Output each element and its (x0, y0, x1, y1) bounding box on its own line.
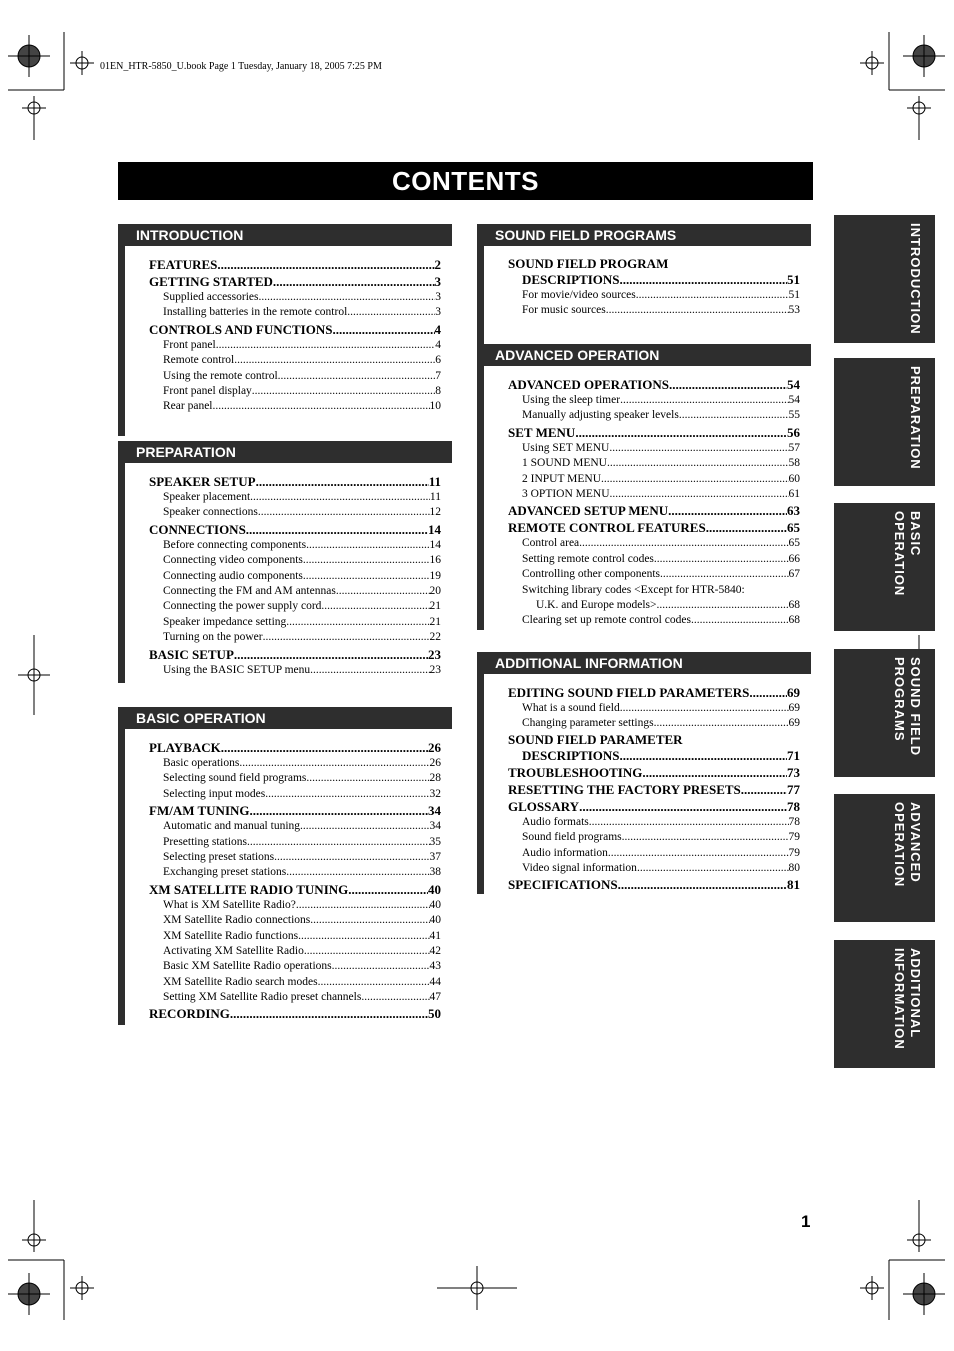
toc-subentry[interactable]: Basic XM Satellite Radio operations ..... 43 (149, 959, 441, 974)
toc-subentry[interactable]: Speaker impedance setting ..... 21 (149, 615, 441, 630)
toc-entry[interactable]: XM SATELLITE RADIO TUNING ..... 40 (149, 882, 441, 898)
section-basic-operation (118, 707, 452, 1025)
toc-entry[interactable]: SOUND FIELD PROGRAM (508, 256, 669, 271)
toc-subentry[interactable]: Using the sleep timer ..... 54 (508, 393, 800, 408)
toc-subentry[interactable]: Setting remote control codes ..... 66 (508, 552, 800, 567)
toc-subentry[interactable]: Supplied accessories ..... 3 (149, 290, 441, 305)
page-title: CONTENTS (118, 162, 813, 200)
toc-subentry[interactable]: For movie/video sources ..... 51 (508, 288, 800, 303)
toc-entry[interactable]: RECORDING ..... 50 (149, 1006, 441, 1022)
toc-entry[interactable]: SPEAKER SETUP ..... 11 (149, 474, 441, 490)
toc-subentry[interactable]: Audio information ..... 79 (508, 846, 800, 861)
section-advanced-operation (477, 344, 811, 630)
side-tab-preparation[interactable]: PREPARATION (834, 358, 935, 486)
toc-subentry[interactable]: Speaker placement ..... 11 (149, 490, 441, 505)
toc-entry[interactable]: SOUND FIELD PARAMETER (508, 731, 683, 747)
section-additional-information (477, 652, 811, 894)
toc-entry[interactable]: SPECIFICATIONS ..... 81 (508, 877, 800, 893)
toc-subentry[interactable]: Rear panel ..... 10 (149, 399, 441, 414)
toc-entry[interactable]: DESCRIPTIONS ..... 51 (508, 272, 800, 288)
toc-entry[interactable]: CONNECTIONS ..... 14 (149, 522, 441, 538)
section-heading: SOUND FIELD PROGRAMS (477, 224, 811, 246)
toc-subentry[interactable]: Sound field programs ..... 79 (508, 830, 800, 845)
toc-subentry[interactable]: What is XM Satellite Radio? ..... 40 (149, 898, 441, 913)
toc-entry[interactable]: EDITING SOUND FIELD PARAMETERS ..... 69 (508, 685, 800, 701)
toc-subentry[interactable]: Turning on the power ..... 22 (149, 630, 441, 645)
side-tab-sound-field-programs[interactable]: SOUND FIELD PROGRAMS (834, 649, 935, 777)
section-sound-field-programs (477, 224, 811, 344)
toc-subentry[interactable]: Audio formats ..... 78 (508, 815, 800, 830)
toc-subentry[interactable]: Installing batteries in the remote control ..... 3 (149, 305, 441, 320)
toc-subentry[interactable]: Using SET MENU ..... 57 (508, 441, 800, 456)
toc-subentry[interactable]: 3 OPTION MENU ..... 61 (508, 487, 800, 502)
toc-subentry[interactable]: Controlling other components ..... 67 (508, 567, 800, 582)
toc-entry[interactable]: FEATURES ..... 2 (149, 257, 441, 273)
toc-subentry[interactable]: Control area ..... 65 (508, 536, 800, 551)
toc-subentry[interactable]: Front panel ..... 4 (149, 338, 441, 353)
toc-subentry[interactable]: Front panel display ..... 8 (149, 384, 441, 399)
section-heading: INTRODUCTION (118, 224, 452, 246)
toc-subentry[interactable]: Using the BASIC SETUP menu ..... 23 (149, 663, 441, 678)
toc-subentry[interactable]: Exchanging preset stations ..... 38 (149, 865, 441, 880)
toc-subentry[interactable]: Selecting preset stations ..... 37 (149, 850, 441, 865)
toc-entry[interactable]: TROUBLESHOOTING ..... 73 (508, 765, 800, 781)
toc-subentry[interactable]: For music sources ..... 53 (508, 303, 800, 318)
toc-subentry[interactable]: Remote control ..... 6 (149, 353, 441, 368)
section-heading: ADDITIONAL INFORMATION (477, 652, 811, 674)
toc-subentry[interactable]: Speaker connections ..... 12 (149, 505, 441, 520)
toc-subentry[interactable]: U.K. and Europe models> ..... 68 (508, 598, 800, 613)
toc-subentry[interactable]: Connecting video components ..... 16 (149, 553, 441, 568)
side-tab-advanced-operation[interactable]: ADVANCED OPERATION (834, 794, 935, 922)
toc-entry[interactable]: ADVANCED SETUP MENU ..... 63 (508, 503, 800, 519)
toc-subentry[interactable]: Automatic and manual tuning ..... 34 (149, 819, 441, 834)
toc-subentry[interactable]: Setting XM Satellite Radio preset channels ..... 47 (149, 990, 441, 1005)
section-heading: BASIC OPERATION (118, 707, 452, 729)
toc-entry[interactable]: BASIC SETUP ..... 23 (149, 647, 441, 663)
toc-subentry[interactable]: Activating XM Satellite Radio ..... 42 (149, 944, 441, 959)
toc-subentry[interactable]: Connecting the FM and AM antennas ..... 20 (149, 584, 441, 599)
side-tab-additional-information[interactable]: ADDITIONAL INFORMATION (834, 940, 935, 1068)
section-preparation (118, 441, 452, 683)
toc-subentry[interactable]: Basic operations ..... 26 (149, 756, 441, 771)
toc-entry[interactable]: RESETTING THE FACTORY PRESETS ..... 77 (508, 782, 800, 798)
toc-subentry[interactable]: Changing parameter settings ..... 69 (508, 716, 800, 731)
section-introduction (118, 224, 452, 436)
toc-subentry[interactable]: XM Satellite Radio search modes ..... 44 (149, 975, 441, 990)
toc-subentry[interactable]: XM Satellite Radio connections ..... 40 (149, 913, 441, 928)
page-number: 1 (801, 1212, 811, 1231)
toc-entry[interactable]: GETTING STARTED ..... 3 (149, 274, 441, 290)
print-header-line: 01EN_HTR-5850_U.book Page 1 Tuesday, January 18, 2005 7:25 PM (100, 61, 382, 72)
toc-subentry[interactable]: Selecting input modes ..... 32 (149, 787, 441, 802)
toc-subentry[interactable]: Connecting audio components ..... 19 (149, 569, 441, 584)
toc-subentry[interactable]: Connecting the power supply cord ..... 21 (149, 599, 441, 614)
toc-entry[interactable]: SET MENU ..... 56 (508, 425, 800, 441)
toc-subentry[interactable]: Switching library codes <Except for HTR-5840: (522, 583, 745, 596)
toc-subentry[interactable]: XM Satellite Radio functions ..... 41 (149, 929, 441, 944)
toc-subentry[interactable]: Presetting stations ..... 35 (149, 835, 441, 850)
toc-entry[interactable]: PLAYBACK ..... 26 (149, 740, 441, 756)
toc-subentry[interactable]: Selecting sound field programs ..... 28 (149, 771, 441, 786)
toc-subentry[interactable]: Before connecting components ..... 14 (149, 538, 441, 553)
toc-subentry[interactable]: Video signal information ..... 80 (508, 861, 800, 876)
toc-entry[interactable]: REMOTE CONTROL FEATURES ..... 65 (508, 520, 800, 536)
toc-entry[interactable]: CONTROLS AND FUNCTIONS ..... 4 (149, 322, 441, 338)
section-heading: PREPARATION (118, 441, 452, 463)
toc-subentry[interactable]: What is a sound field ..... 69 (508, 701, 800, 716)
toc-entry[interactable]: ADVANCED OPERATIONS ..... 54 (508, 377, 800, 393)
toc-subentry[interactable]: 1 SOUND MENU ..... 58 (508, 456, 800, 471)
section-heading: ADVANCED OPERATION (477, 344, 811, 366)
toc-subentry[interactable]: Manually adjusting speaker levels ..... 55 (508, 408, 800, 423)
side-tab-introduction[interactable]: INTRODUCTION (834, 215, 935, 343)
toc-entry[interactable]: DESCRIPTIONS ..... 71 (508, 748, 800, 764)
side-tab-basic-operation[interactable]: BASIC OPERATION (834, 503, 935, 631)
toc-subentry[interactable]: Clearing set up remote control codes ..... 68 (508, 613, 800, 628)
toc-subentry[interactable]: 2 INPUT MENU ..... 60 (508, 472, 800, 487)
toc-subentry[interactable]: Using the remote control ..... 7 (149, 369, 441, 384)
toc-entry[interactable]: GLOSSARY ..... 78 (508, 799, 800, 815)
toc-entry[interactable]: FM/AM TUNING ..... 34 (149, 803, 441, 819)
